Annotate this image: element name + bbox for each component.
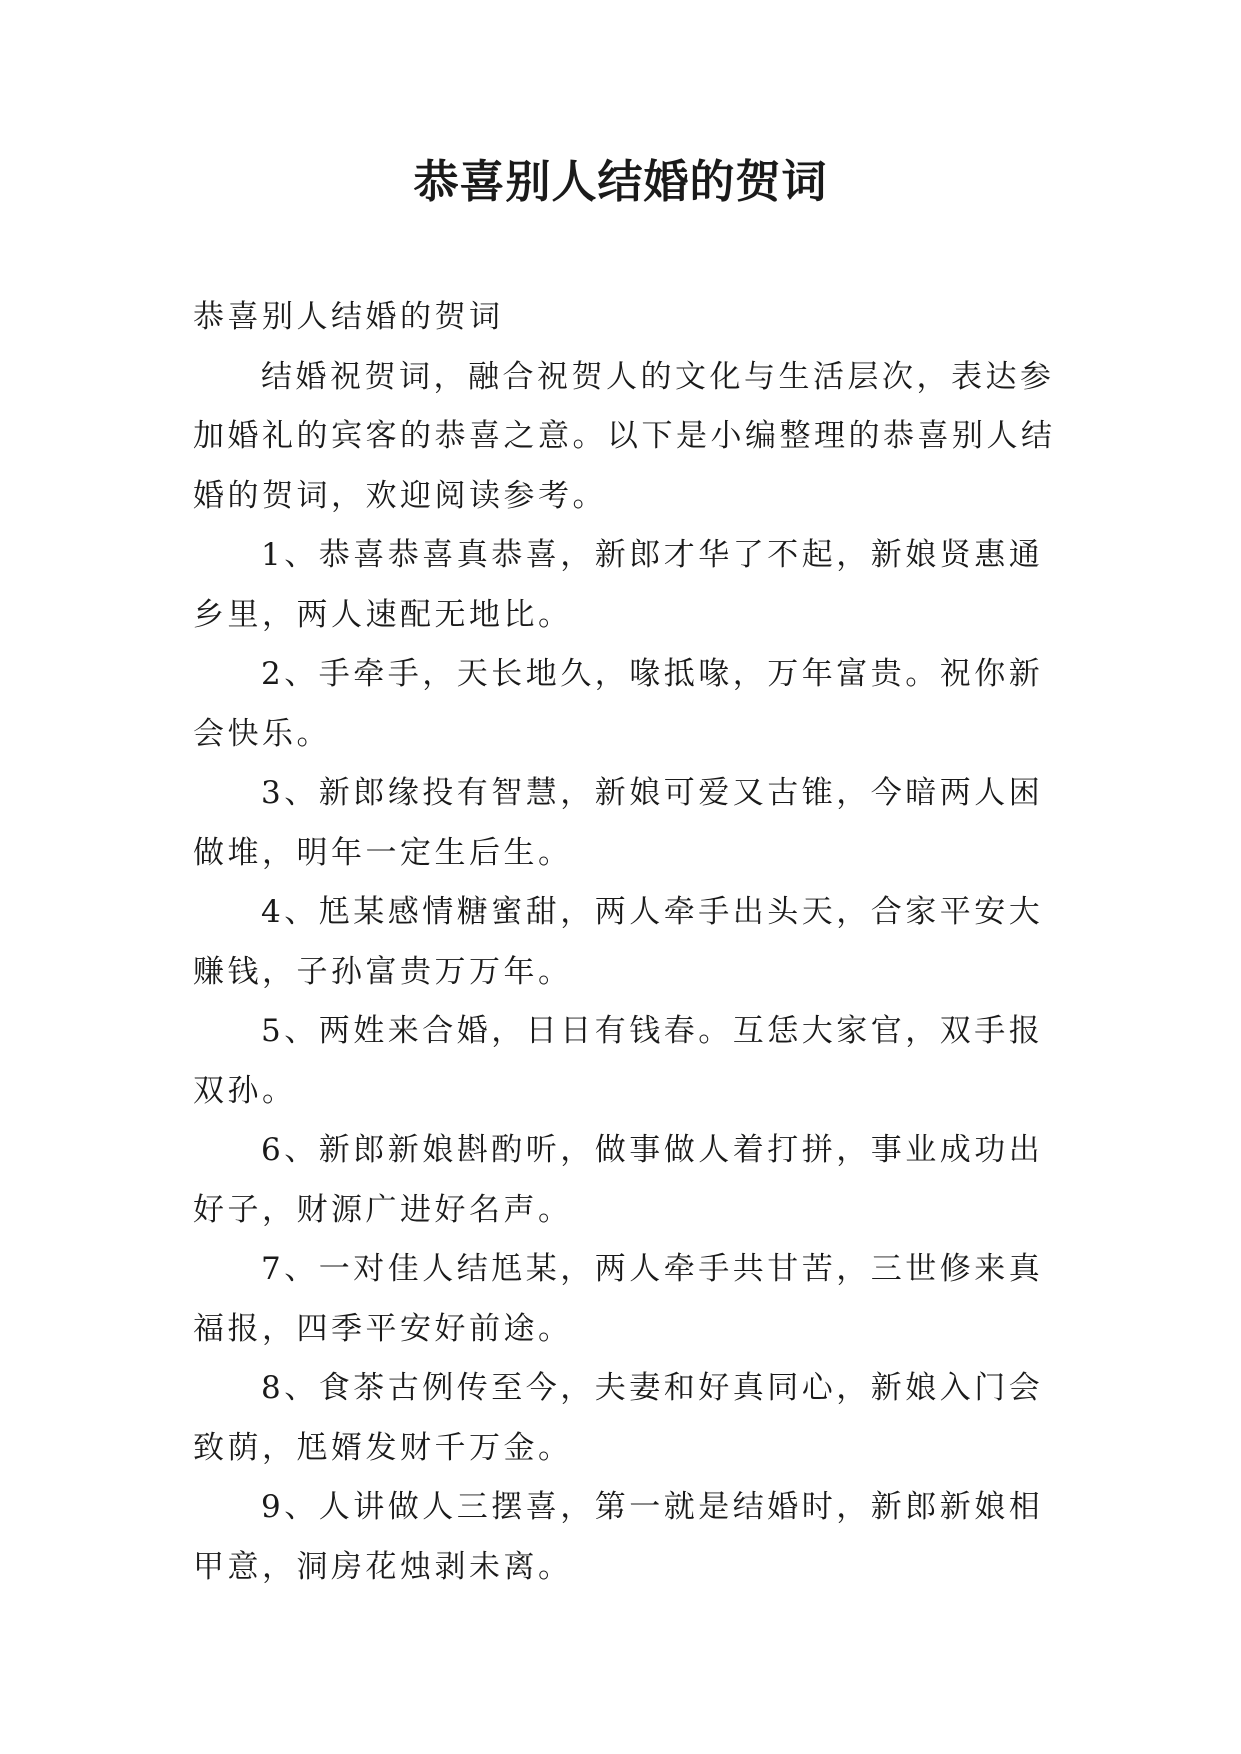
greeting-item-9: 9、人讲做人三摆喜，第一就是结婚时，新郎新娘相甲意，洞房花烛剥未离。 [193, 1489, 1044, 1585]
document-subtitle: 恭喜别人结婚的贺词 [193, 299, 504, 335]
greeting-item-4: 4、尪某感情糖蜜甜，两人牵手出头天，合家平安大赚钱，子孙富贵万万年。 [193, 894, 1044, 990]
greeting-item-2: 2、手牵手，天长地久，喙抵喙，万年富贵。祝你新会快乐。 [193, 656, 1044, 752]
intro-paragraph: 结婚祝贺词，融合祝贺人的文化与生活层次，表达参加婚礼的宾客的恭喜之意。以下是小编整理的恭喜别人结婚的贺词，欢迎阅读参考。 [193, 358, 1056, 514]
greeting-item-7: 7、一对佳人结尪某，两人牵手共甘苦，三世修来真福报，四季平安好前途。 [193, 1251, 1044, 1347]
greeting-item-6: 6、新郎新娘斟酌听，做事做人着打拼，事业成功出好子，财源广进好名声。 [193, 1132, 1044, 1228]
greeting-item-8: 8、食茶古例传至今，夫妻和好真同心，新娘入门会致荫，尪婿发财千万金。 [193, 1370, 1044, 1466]
greeting-item-3: 3、新郎缘投有智慧，新娘可爱又古锥，今暗两人困做堆，明年一定生后生。 [193, 775, 1044, 871]
greeting-item-1: 1、恭喜恭喜真恭喜，新郎才华了不起，新娘贤惠通乡里，两人速配无地比。 [193, 537, 1044, 633]
document-title: 恭喜别人结婚的贺词 [413, 155, 828, 208]
document-body [193, 288, 1061, 1597]
greeting-item-5: 5、两姓来合婚，日日有钱春。互恁大家官，双手报双孙。 [193, 1013, 1044, 1109]
